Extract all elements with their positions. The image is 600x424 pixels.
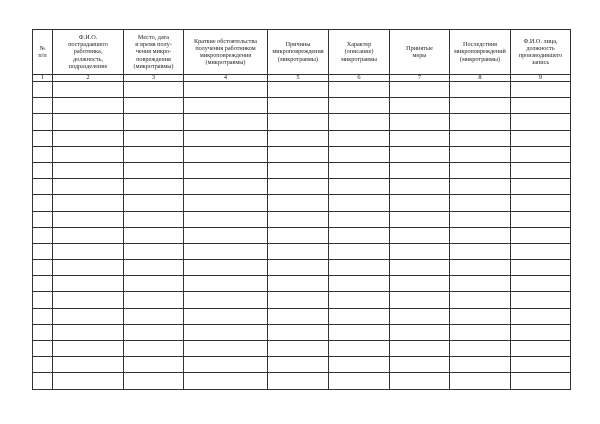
table-cell[interactable] — [124, 211, 184, 227]
table-row — [33, 373, 571, 389]
table-cell[interactable] — [450, 82, 511, 98]
table-cell[interactable] — [124, 341, 184, 357]
table-cell[interactable] — [450, 162, 511, 178]
table-cell[interactable] — [511, 82, 571, 98]
table-cell[interactable] — [511, 195, 571, 211]
table-cell[interactable] — [33, 292, 53, 308]
table-cell[interactable] — [184, 227, 268, 243]
table-row — [33, 211, 571, 227]
table-cell[interactable] — [53, 195, 124, 211]
table-cell[interactable] — [511, 227, 571, 243]
table-cell[interactable] — [184, 357, 268, 373]
table-cell[interactable] — [124, 276, 184, 292]
table-cell[interactable] — [124, 357, 184, 373]
table-cell[interactable] — [268, 324, 329, 340]
table-cell[interactable] — [268, 130, 329, 146]
table-cell[interactable] — [184, 179, 268, 195]
table-row — [33, 227, 571, 243]
table-cell[interactable] — [124, 227, 184, 243]
table-cell[interactable] — [329, 276, 390, 292]
table-cell[interactable] — [33, 195, 53, 211]
table-cell[interactable] — [33, 243, 53, 259]
table-header-row — [33, 30, 571, 75]
table-cell[interactable] — [329, 308, 390, 324]
table-cell[interactable] — [450, 130, 511, 146]
table-cell[interactable] — [53, 211, 124, 227]
table-cell[interactable] — [268, 98, 329, 114]
table-cell[interactable] — [268, 162, 329, 178]
table-cell[interactable] — [450, 114, 511, 130]
table-cell[interactable] — [53, 357, 124, 373]
table-cell[interactable] — [450, 373, 511, 389]
table-cell[interactable] — [124, 308, 184, 324]
table-cell[interactable] — [184, 114, 268, 130]
table-cell[interactable] — [329, 82, 390, 98]
table-cell[interactable] — [329, 130, 390, 146]
table-cell[interactable] — [184, 324, 268, 340]
header-injury-description: Характер (описание) микротравмы — [329, 30, 390, 75]
table-cell[interactable] — [268, 308, 329, 324]
table-cell[interactable] — [450, 243, 511, 259]
table-cell[interactable] — [53, 146, 124, 162]
table-cell[interactable] — [511, 324, 571, 340]
table-cell[interactable] — [390, 243, 450, 259]
table-row — [33, 130, 571, 146]
table-cell[interactable] — [511, 114, 571, 130]
table-cell[interactable] — [53, 243, 124, 259]
table-cell[interactable] — [511, 308, 571, 324]
header-causes: Причины микроповреждения (микротравмы) — [268, 30, 329, 75]
table-body — [33, 82, 571, 390]
table-cell[interactable] — [268, 227, 329, 243]
table-row — [33, 292, 571, 308]
table-cell[interactable] — [450, 211, 511, 227]
table-cell[interactable] — [450, 276, 511, 292]
header-place-date-time: Место, дата и время полу- чения микро- повреждения (микротравмы) — [124, 30, 184, 75]
microtrauma-journal-table — [32, 29, 571, 390]
table-cell[interactable] — [124, 130, 184, 146]
table-cell[interactable] — [390, 162, 450, 178]
table-cell[interactable] — [33, 373, 53, 389]
table-cell[interactable] — [390, 211, 450, 227]
table-cell[interactable] — [329, 357, 390, 373]
table-cell[interactable] — [33, 324, 53, 340]
table-cell[interactable] — [268, 357, 329, 373]
table-row — [33, 243, 571, 259]
table-cell[interactable] — [511, 243, 571, 259]
table-cell[interactable] — [184, 130, 268, 146]
table-cell[interactable] — [33, 98, 53, 114]
table-cell[interactable] — [53, 260, 124, 276]
table-row — [33, 195, 571, 211]
table-cell[interactable] — [124, 114, 184, 130]
table-cell[interactable] — [390, 98, 450, 114]
table-cell[interactable] — [390, 195, 450, 211]
column-number-row — [33, 75, 571, 82]
table-cell[interactable] — [329, 211, 390, 227]
table-cell[interactable] — [268, 260, 329, 276]
table-cell[interactable] — [124, 324, 184, 340]
table-cell[interactable] — [53, 162, 124, 178]
table-cell[interactable] — [53, 114, 124, 130]
table-cell[interactable] — [124, 195, 184, 211]
table-cell[interactable] — [390, 341, 450, 357]
table-row — [33, 276, 571, 292]
table-cell[interactable] — [33, 179, 53, 195]
table-cell[interactable] — [329, 292, 390, 308]
table-cell[interactable] — [511, 341, 571, 357]
table-cell[interactable] — [329, 195, 390, 211]
table-row — [33, 162, 571, 178]
table-cell[interactable] — [184, 211, 268, 227]
table-cell[interactable] — [53, 130, 124, 146]
header-measures-taken: Принятые меры — [390, 30, 450, 75]
table-row — [33, 308, 571, 324]
column-number: 9 — [511, 75, 571, 82]
table-cell[interactable] — [53, 82, 124, 98]
table-row — [33, 260, 571, 276]
table-cell[interactable] — [268, 179, 329, 195]
column-number: 1 — [33, 75, 53, 82]
table-cell[interactable] — [511, 357, 571, 373]
column-number: 5 — [268, 75, 329, 82]
table-row — [33, 179, 571, 195]
table-cell[interactable] — [33, 308, 53, 324]
table-cell[interactable] — [450, 341, 511, 357]
table-cell[interactable] — [184, 260, 268, 276]
table-cell[interactable] — [329, 98, 390, 114]
table-cell[interactable] — [511, 146, 571, 162]
table-cell[interactable] — [53, 98, 124, 114]
table-cell[interactable] — [511, 373, 571, 389]
table-cell[interactable] — [184, 162, 268, 178]
table-cell[interactable] — [390, 146, 450, 162]
column-number: 2 — [53, 75, 124, 82]
table-cell[interactable] — [390, 276, 450, 292]
table-cell[interactable] — [33, 146, 53, 162]
table-cell[interactable] — [124, 292, 184, 308]
table-cell[interactable] — [184, 373, 268, 389]
table-row — [33, 146, 571, 162]
table-cell[interactable] — [124, 179, 184, 195]
table-cell[interactable] — [184, 98, 268, 114]
table-cell[interactable] — [184, 341, 268, 357]
table-cell[interactable] — [53, 373, 124, 389]
column-number: 7 — [390, 75, 450, 82]
table-cell[interactable] — [184, 243, 268, 259]
table-cell[interactable] — [390, 130, 450, 146]
table-cell[interactable] — [329, 114, 390, 130]
table-cell[interactable] — [329, 324, 390, 340]
header-row-number: № п/п — [33, 30, 53, 75]
table-cell[interactable] — [329, 146, 390, 162]
table-row — [33, 114, 571, 130]
table-cell[interactable] — [124, 162, 184, 178]
table-cell[interactable] — [511, 260, 571, 276]
table-cell[interactable] — [268, 211, 329, 227]
header-circumstances: Краткие обстоятельства получения работником микроповреждения (микротравмы) — [184, 30, 268, 75]
column-number: 3 — [124, 75, 184, 82]
table-cell[interactable] — [450, 195, 511, 211]
table-cell[interactable] — [53, 324, 124, 340]
header-consequences: Последствия микроповреждений (микротравмы) — [450, 30, 511, 75]
table-row — [33, 341, 571, 357]
table-cell[interactable] — [329, 162, 390, 178]
table-cell[interactable] — [268, 146, 329, 162]
table-cell[interactable] — [450, 98, 511, 114]
table-cell[interactable] — [329, 179, 390, 195]
table-cell[interactable] — [450, 179, 511, 195]
table-cell[interactable] — [33, 276, 53, 292]
table-cell[interactable] — [511, 179, 571, 195]
table-cell[interactable] — [390, 292, 450, 308]
table-cell[interactable] — [33, 130, 53, 146]
table-cell[interactable] — [329, 260, 390, 276]
table-cell[interactable] — [124, 243, 184, 259]
table-cell[interactable] — [33, 341, 53, 357]
table-cell[interactable] — [124, 146, 184, 162]
table-row — [33, 324, 571, 340]
table-row — [33, 357, 571, 373]
table-cell[interactable] — [390, 308, 450, 324]
table-cell[interactable] — [450, 324, 511, 340]
table-cell[interactable] — [511, 98, 571, 114]
table-cell[interactable] — [511, 162, 571, 178]
table-cell[interactable] — [184, 82, 268, 98]
table-cell[interactable] — [33, 162, 53, 178]
table-cell[interactable] — [124, 260, 184, 276]
table-cell[interactable] — [390, 260, 450, 276]
table-row — [33, 82, 571, 98]
table-cell[interactable] — [124, 98, 184, 114]
table-cell[interactable] — [53, 292, 124, 308]
table-cell[interactable] — [329, 227, 390, 243]
table-cell[interactable] — [329, 341, 390, 357]
table-cell[interactable] — [33, 227, 53, 243]
table-cell[interactable] — [390, 373, 450, 389]
table-cell[interactable] — [184, 308, 268, 324]
table-cell[interactable] — [53, 341, 124, 357]
table-cell[interactable] — [33, 211, 53, 227]
table-cell[interactable] — [390, 324, 450, 340]
table-cell[interactable] — [53, 179, 124, 195]
header-recorder-name: Ф.И.О. лица, должность производившего запись — [511, 30, 571, 75]
table-cell[interactable] — [511, 211, 571, 227]
table-cell[interactable] — [511, 130, 571, 146]
table-cell[interactable] — [268, 195, 329, 211]
table-cell[interactable] — [184, 146, 268, 162]
table-cell[interactable] — [184, 292, 268, 308]
table-cell[interactable] — [184, 276, 268, 292]
table-cell[interactable] — [511, 276, 571, 292]
column-number: 6 — [329, 75, 390, 82]
table-cell[interactable] — [450, 357, 511, 373]
table-cell[interactable] — [33, 357, 53, 373]
table-cell[interactable] — [268, 82, 329, 98]
table-cell[interactable] — [329, 243, 390, 259]
column-number: 4 — [184, 75, 268, 82]
table-cell[interactable] — [511, 292, 571, 308]
table-cell[interactable] — [450, 308, 511, 324]
table-cell[interactable] — [390, 114, 450, 130]
table-cell[interactable] — [450, 292, 511, 308]
table-cell[interactable] — [329, 373, 390, 389]
table-cell[interactable] — [268, 341, 329, 357]
table-cell[interactable] — [124, 82, 184, 98]
table-cell[interactable] — [268, 114, 329, 130]
table-cell[interactable] — [33, 114, 53, 130]
table-cell[interactable] — [53, 308, 124, 324]
table-cell[interactable] — [390, 82, 450, 98]
table-cell[interactable] — [390, 357, 450, 373]
table-cell[interactable] — [33, 82, 53, 98]
table-row — [33, 98, 571, 114]
header-employee-name: Ф.И.О. пострадавшего работника, должность, подразделение — [53, 30, 124, 75]
table-cell[interactable] — [268, 243, 329, 259]
table-cell[interactable] — [53, 276, 124, 292]
table-cell[interactable] — [450, 227, 511, 243]
table-cell[interactable] — [390, 179, 450, 195]
table-cell[interactable] — [124, 373, 184, 389]
table-cell[interactable] — [53, 227, 124, 243]
column-number: 8 — [450, 75, 511, 82]
table-cell[interactable] — [390, 227, 450, 243]
table-cell[interactable] — [184, 195, 268, 211]
table-cell[interactable] — [268, 276, 329, 292]
table-cell[interactable] — [268, 292, 329, 308]
table-cell[interactable] — [268, 373, 329, 389]
table-cell[interactable] — [450, 146, 511, 162]
table-cell[interactable] — [450, 260, 511, 276]
table-cell[interactable] — [33, 260, 53, 276]
